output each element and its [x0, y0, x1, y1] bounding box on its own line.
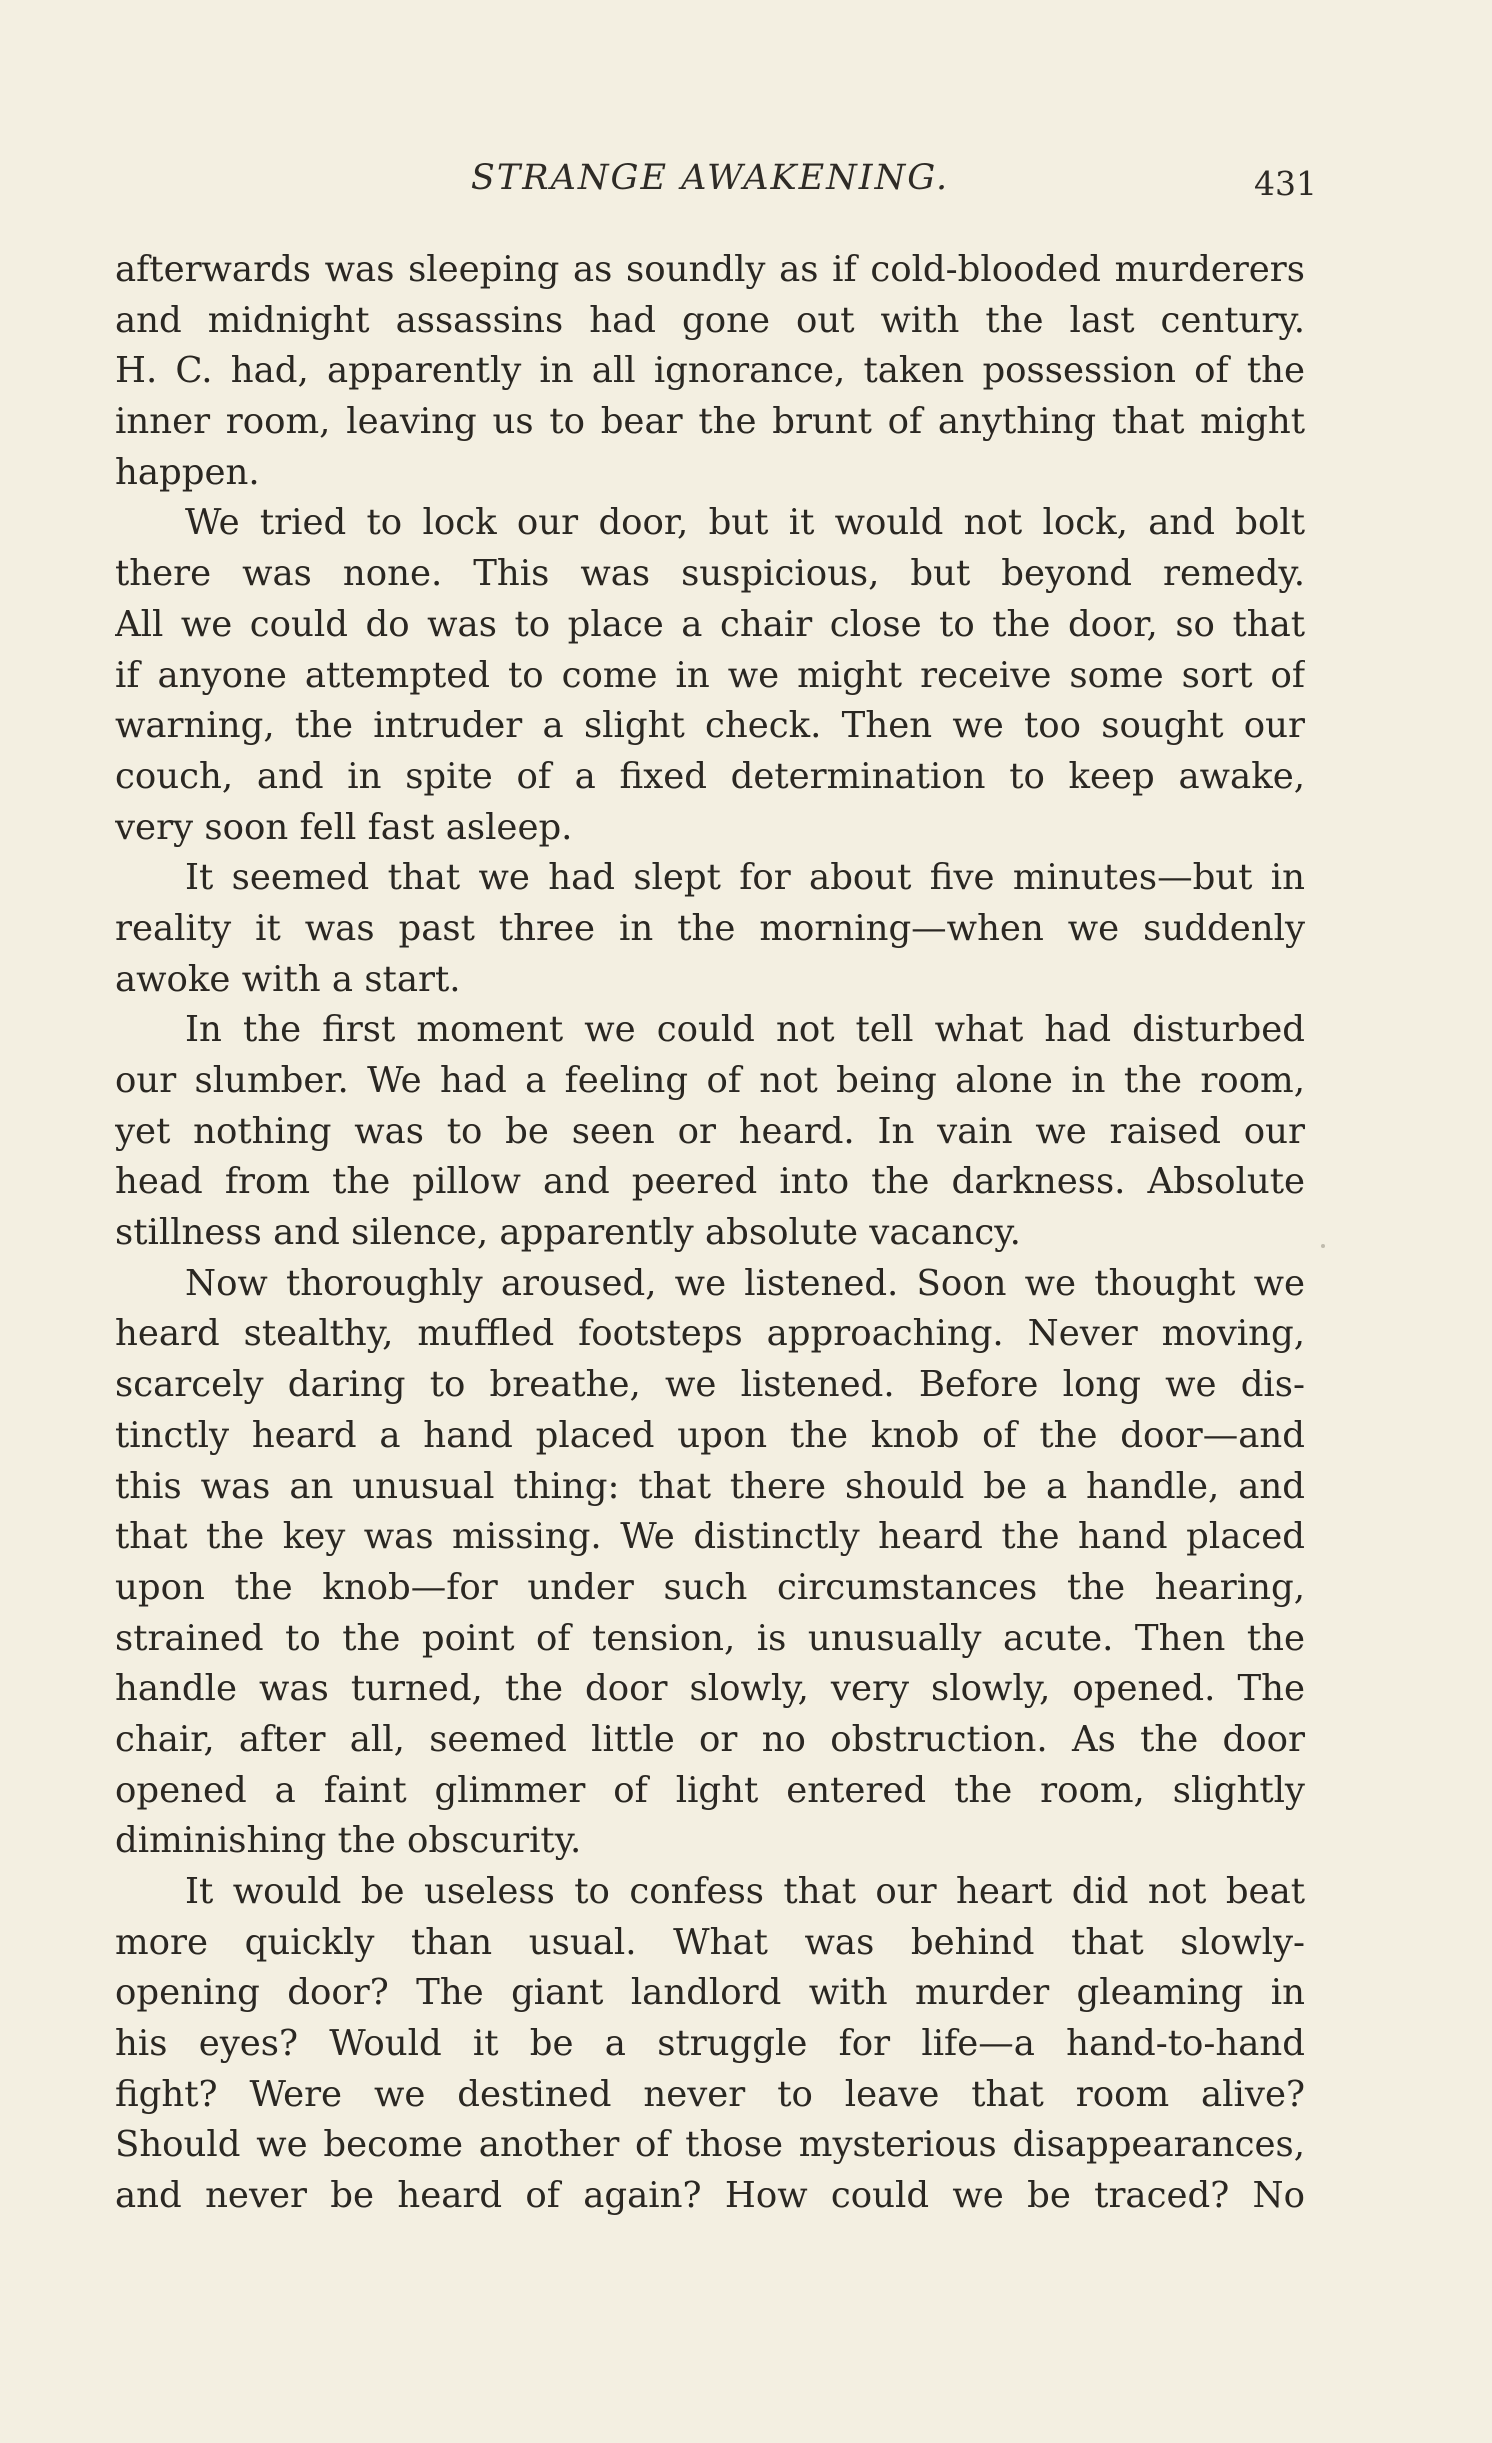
text-line: H. C. had, apparently in all ignorance, taken possession of the: [115, 350, 1305, 392]
text-line: and midnight assassins had gone out with the last century.: [115, 299, 1305, 341]
text-line: awoke with a start.: [115, 958, 461, 1000]
text-line: afterwards was sleeping as soundly as if cold-blooded murderers: [115, 249, 1305, 290]
text-line: stillness and silence, apparently absolute vacancy.: [115, 1212, 1021, 1254]
text-line: warning, the intruder a slight check. Then we too sought our: [115, 705, 1305, 747]
text-line: this was an unusual thing: that there should be a handle, and: [115, 1465, 1305, 1507]
text-line: happen.: [115, 451, 260, 493]
text-line: more quickly than usual. What was behind that slowly-: [115, 1921, 1305, 1963]
text-line: couch, and in spite of a fixed determination to keep awake,: [115, 755, 1305, 797]
body-text: [115, 245, 1305, 2222]
text-line: inner room, leaving us to bear the brunt of anything that might: [115, 401, 1305, 443]
text-line: our slumber. We had a feeling of not being alone in the room,: [115, 1060, 1305, 1101]
text-line: handle was turned, the door slowly, very slowly, opened. The: [115, 1668, 1305, 1710]
text-line: Should we become another of those mysterious disappearances,: [115, 2124, 1305, 2166]
paper-speck: [1321, 1244, 1325, 1248]
text-line: very soon fell fast asleep.: [115, 806, 573, 848]
text-line: opened a faint glimmer of light entered the room, slightly: [115, 1769, 1305, 1811]
text-line: strained to the point of tension, is unusually acute. Then the: [115, 1617, 1305, 1659]
text-line: and never be heard of again? How could we be traced? No: [115, 2175, 1305, 2217]
text-line: heard stealthy, muffled footsteps approaching. Never moving,: [115, 1313, 1305, 1355]
text-line: upon the knob—for under such circumstances the hearing,: [115, 1566, 1305, 1608]
text-line: that the key was missing. We distinctly heard the hand placed: [115, 1516, 1305, 1558]
text-line: there was none. This was suspicious, but beyond remedy.: [115, 553, 1305, 595]
text-line: his eyes? Would it be a struggle for life—a hand-to-hand: [115, 2023, 1305, 2065]
chapter-running-title: STRANGE AWAKENING.: [470, 158, 950, 198]
text-line: if anyone attempted to come in we might receive some sort of: [115, 654, 1305, 696]
text-line: reality it was past three in the morning—when we suddenly: [115, 907, 1305, 949]
text-line: All we could do was to place a chair close to the door, so that: [115, 603, 1305, 645]
text-line: head from the pillow and peered into the darkness. Absolute: [115, 1161, 1305, 1203]
text-line: It would be useless to confess that our heart did not beat: [185, 1871, 1305, 1912]
text-line: opening door? The giant landlord with murder gleaming in: [115, 1972, 1305, 2014]
page-number: 431: [1254, 164, 1317, 203]
text-line: Now thoroughly aroused, we listened. Soon we thought we: [185, 1262, 1305, 1304]
text-line: We tried to lock our door, but it would not lock, and bolt: [185, 502, 1305, 544]
text-line: yet nothing was to be seen or heard. In vain we raised our: [115, 1110, 1305, 1152]
text-line: It seemed that we had slept for about five minutes—but in: [185, 857, 1305, 899]
text-line: diminishing the obscurity.: [115, 1820, 582, 1862]
text-line: fight? Were we destined never to leave that room alive?: [115, 2073, 1305, 2115]
text-line: In the first moment we could not tell what had disturbed: [185, 1009, 1305, 1051]
text-line: scarcely daring to breathe, we listened. Before long we dis-: [115, 1364, 1305, 1406]
text-line: tinctly heard a hand placed upon the knob of the door—and: [115, 1414, 1305, 1456]
running-head: [115, 150, 1317, 210]
text-line: chair, after all, seemed little or no obstruction. As the door: [115, 1718, 1305, 1760]
